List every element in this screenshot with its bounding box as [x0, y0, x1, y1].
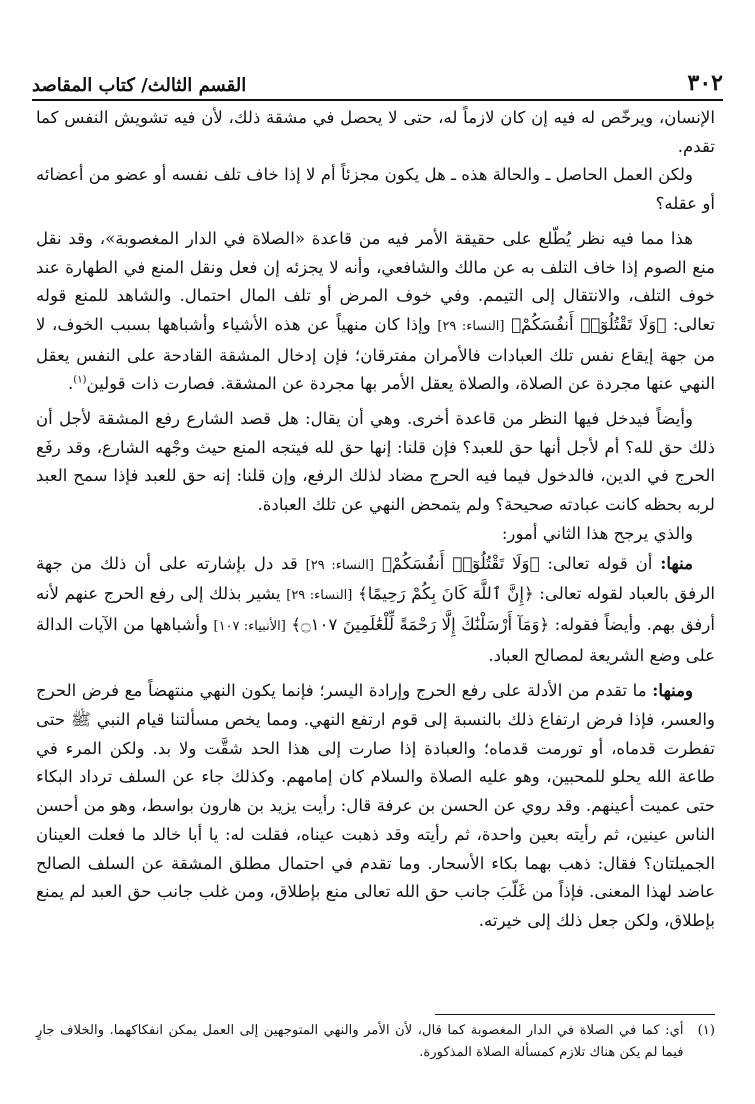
verse-reference: [الأنبياء: ١٠٧]: [213, 618, 286, 634]
page-header: [32, 64, 723, 96]
point-label: منها:: [660, 552, 693, 573]
paragraph-2: ولكن العمل الحاصل ـ والحالة هذه ـ هل يكون مجزئاً أم لا إذا خاف تلف نفسه أو عضو من أعضائه أو عقله؟: [36, 165, 715, 214]
verse-reference: [النساء: ٢٩]: [305, 557, 374, 573]
paragraph-3-text-a: هذا مما فيه نظر يُطّلع على حقيقة الأمر فيه من قاعدة «الصلاة في الدار المغصوبة»، وقد نقل منع الصوم إذا خاف التلف به عن مالك والشافعي، وأنه لا يجزئه إن فعل ونقل المنع في الطهارة عند خوف التلف، والانتقال إلى التيمم. وفي خوف المرض أو تلف المال احتمال. والشاهد للمنع قوله تعالى:: [36, 228, 715, 334]
verse-reference: [النساء: ٢٩]: [437, 318, 505, 334]
point-label: ومنها:: [652, 680, 694, 701]
paragraph-4: وأيضاً فيدخل فيها النظر من قاعدة أخرى. وهي أن يقال: هل قصد الشارع رفع المشقة لأجل أن ذلك حق لله؟ أم لأجل أنها حق للعبد؟ فإن قلنا: إنها حق لله فيتجه المنع حيث وجْهه الشارع، وقد رفَع الحرج في الدين، فالدخول فيما فيه الحرج مضاد لذلك الرفع، وإن قلنا: إنه حق للعبد فإذا سمح العبد لربه بحظه كانت عبادته صحيحة؟ ولم يتمحض النهي عن تلك العبادة.: [36, 409, 715, 515]
paragraph-7-text: ما تقدم من الأدلة على رفع الحرج وإرادة اليسر؛ فإنما يكون النهي منتهضاً مع فرض الحرج والعسر، فإذا فرض ارتفاع ذلك بالنسبة إلى قوم ارتفع النهي. ومما يخص مسألتنا قيام النبي ﷺ حتى تفطرت قدماه، أو تورمت قدماه؛ والعبادة إذا صارت إلى هذا الحد شقَّت ولا بد. ولكن المرء في طاعة الله يحلو للمحبين، وهو عليه الصلاة والسلام كان إمامهم. وكذلك جاء عن السلف ترداد البكاء حتى عميت أعينهم. وقد روي عن الحسن بن عرفة قال: رأيت يزيد بن هارون بواسط، وهو من أحسن الناس عينين، ثم رأيته بعين واحدة، ثم رأيته وقد ذهبت عيناه، فقلت له: يا أبا خالد ما فعلت العينان الجميلتان؟ فقال: ذهب بهما بكاء الأسحار. وما تقدم في احتمال مطلق المشقة عن السلف الصالح عاضد لهذا المعنى. فإذاً من غَلّبَ جانب حق الله تعالى منع بإطلاق، ومن غلب جانب حق العبد لم يمنع بإطلاق، ولكن جعل ذلك إلى خيرته.: [36, 681, 715, 930]
quran-verse: ﴿وَلَا تَقْتُلُوٓا۟ أَنفُسَكُمْ﴾: [511, 314, 667, 334]
verse-reference: [النساء: ٢٩]: [286, 588, 353, 604]
paragraph-6-text-d: وأشباهها من الآيات الدالة على وضع الشريعة لمصالح العباد.: [36, 614, 715, 665]
paragraph-6: [36, 549, 715, 671]
quran-verse: ﴿وَمَآ أَرْسَلْنَٰكَ إِلَّا رَحْمَةً لِّلْعَٰلَمِينَ ۝١٠٧﴾: [291, 614, 550, 634]
paragraph-5: والذي يرجح هذا الثاني أمور:: [501, 523, 693, 543]
paragraph-6-text-b: قد دل بإشارته على أن ذلك من جهة الرفق بالعباد لقوله تعالى:: [36, 553, 716, 604]
footnote-text: أي: كما في الصلاة في الدار المغصوبة كما قال، لأن الأمر والنهي المتوجهين إلى العمل يمكن انفكاكهما. والخلاف جارٍ فيما لم يكن هناك تلازم كمسألة الصلاة المذكورة.: [36, 1023, 684, 1060]
footnote-reference: (١): [73, 374, 87, 386]
quran-verse: ﴿وَلَا تَقْتُلُوٓا۟ أَنفُسَكُمْ﴾: [381, 553, 540, 573]
footnote-rule: [435, 1014, 715, 1015]
footnotes: [36, 1020, 715, 1064]
paragraph-3-text-b: وإذا كان منهياً عن هذه الأشياء وأشباهها بسبب الخوف، لا من جهة إيقاع نفس تلك العبادات فالأمران مفترقان؛ فإن إدخال المشقة القادحة على النفس يعقل النهي عنها مجردة عن الصلاة، والصلاة يعقل الأمر بها مجردة عن المشقة. فصارت ذات قولين: [36, 314, 715, 394]
header-rule: [32, 99, 723, 101]
paragraph-6-text-c: يشير بذلك إلى رفع الحرج عنهم لأنه أرفق بهم. وأيضاً فقوله:: [36, 584, 715, 634]
running-title: القسم الثالث/ كتاب المقاصد: [32, 75, 247, 96]
paragraph-7: [36, 676, 715, 935]
paragraph-1: الإنسان، ويرخّص له فيه إن كان لازماً له، حتى لا يحصل في مشقة ذلك، لأن فيه تشويش النفس كما تقدم.: [36, 108, 715, 156]
paragraph-6-text-a: أن قوله تعالى:: [547, 553, 653, 573]
body-text: [36, 104, 715, 942]
page-number: ٣٠٢: [687, 70, 723, 96]
paragraph-3: [36, 225, 715, 399]
footnote: [36, 1020, 715, 1064]
footnote-number: (١): [697, 1023, 715, 1038]
quran-verse: ﴿إِنَّ ٱللَّهَ كَانَ بِكُمْ رَحِيمًا﴾: [357, 584, 534, 604]
paragraph-3-end: .: [68, 374, 74, 394]
